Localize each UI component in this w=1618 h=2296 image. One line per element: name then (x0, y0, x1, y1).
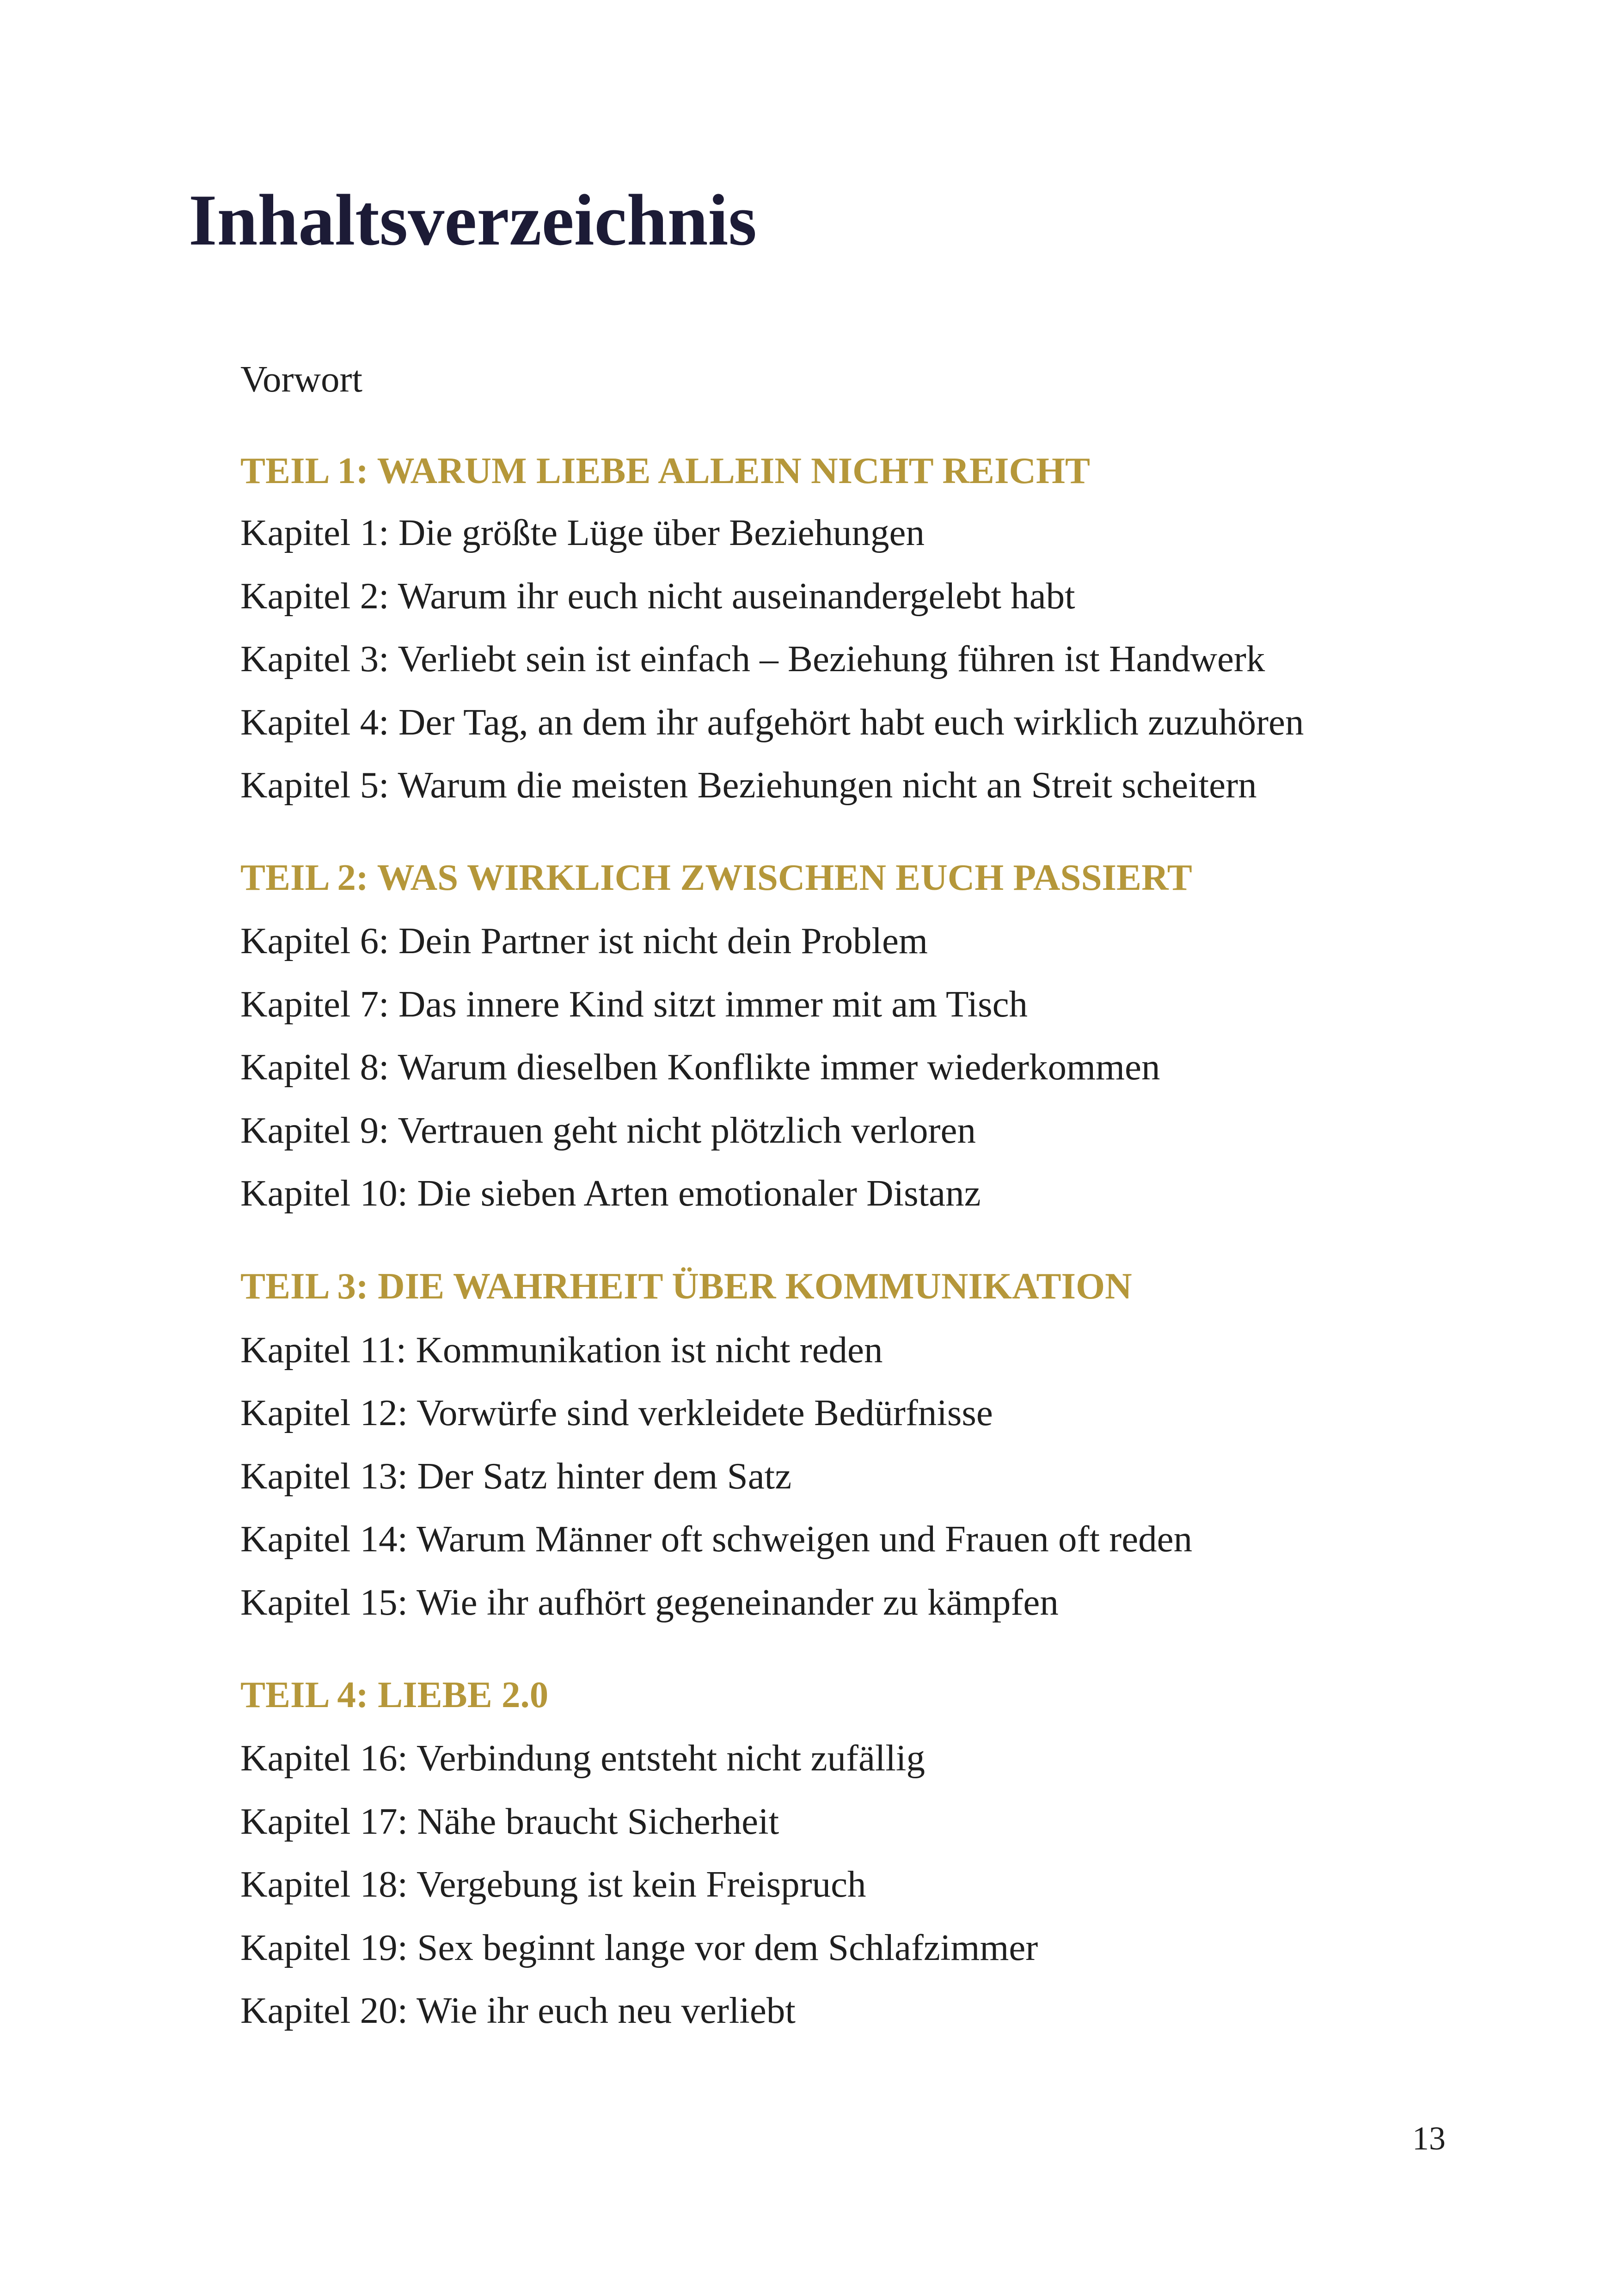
part-heading-1: TEIL 1: WARUM LIEBE ALLEIN NICHT REICHT (240, 450, 1091, 491)
toc-entry-preface: Vorwort (240, 358, 363, 400)
toc-entry-chapter-15: Kapitel 15: Wie ihr aufhört gegeneinander zu kämpfen (240, 1581, 1059, 1623)
toc-entry-chapter-9: Kapitel 9: Vertrauen geht nicht plötzlich verloren (240, 1109, 976, 1151)
toc-entry-chapter-14: Kapitel 14: Warum Männer oft schweigen und Frauen oft reden (240, 1518, 1193, 1560)
part-heading-4: TEIL 4: LIEBE 2.0 (240, 1674, 549, 1715)
toc-entry-chapter-11: Kapitel 11: Kommunikation ist nicht reden (240, 1329, 883, 1371)
toc-entry-chapter-20: Kapitel 20: Wie ihr euch neu verliebt (240, 1990, 796, 2031)
toc-entry-chapter-13: Kapitel 13: Der Satz hinter dem Satz (240, 1455, 792, 1497)
toc-entry-chapter-12: Kapitel 12: Vorwürfe sind verkleidete Bedürfnisse (240, 1392, 993, 1433)
toc-entry-chapter-8: Kapitel 8: Warum dieselben Konflikte immer wiederkommen (240, 1046, 1160, 1088)
part-heading-2: TEIL 2: WAS WIRKLICH ZWISCHEN EUCH PASSIERT (240, 857, 1192, 898)
page-title: Inhaltsverzeichnis (189, 180, 757, 261)
toc-entry-chapter-7: Kapitel 7: Das innere Kind sitzt immer mit am Tisch (240, 983, 1028, 1025)
toc-entry-chapter-19: Kapitel 19: Sex beginnt lange vor dem Schlafzimmer (240, 1927, 1038, 1968)
toc-entry-chapter-3: Kapitel 3: Verliebt sein ist einfach – Beziehung führen ist Handwerk (240, 638, 1265, 680)
toc-entry-chapter-2: Kapitel 2: Warum ihr euch nicht auseinandergelebt habt (240, 575, 1075, 617)
toc-entry-chapter-16: Kapitel 16: Verbindung entsteht nicht zufällig (240, 1737, 925, 1779)
part-heading-3: TEIL 3: DIE WAHRHEIT ÜBER KOMMUNIKATION (240, 1265, 1132, 1307)
toc-entry-chapter-10: Kapitel 10: Die sieben Arten emotionaler Distanz (240, 1172, 981, 1214)
toc-entry-chapter-4: Kapitel 4: Der Tag, an dem ihr aufgehört habt euch wirklich zuzuhören (240, 701, 1304, 743)
toc-entry-chapter-18: Kapitel 18: Vergebung ist kein Freispruch (240, 1863, 866, 1905)
page-number: 13 (1412, 2120, 1446, 2157)
toc-entry-chapter-5: Kapitel 5: Warum die meisten Beziehungen nicht an Streit scheitern (240, 764, 1257, 806)
toc-entry-chapter-1: Kapitel 1: Die größte Lüge über Beziehungen (240, 512, 925, 553)
toc-entry-chapter-6: Kapitel 6: Dein Partner ist nicht dein Problem (240, 920, 928, 961)
toc-entry-chapter-17: Kapitel 17: Nähe braucht Sicherheit (240, 1800, 779, 1842)
